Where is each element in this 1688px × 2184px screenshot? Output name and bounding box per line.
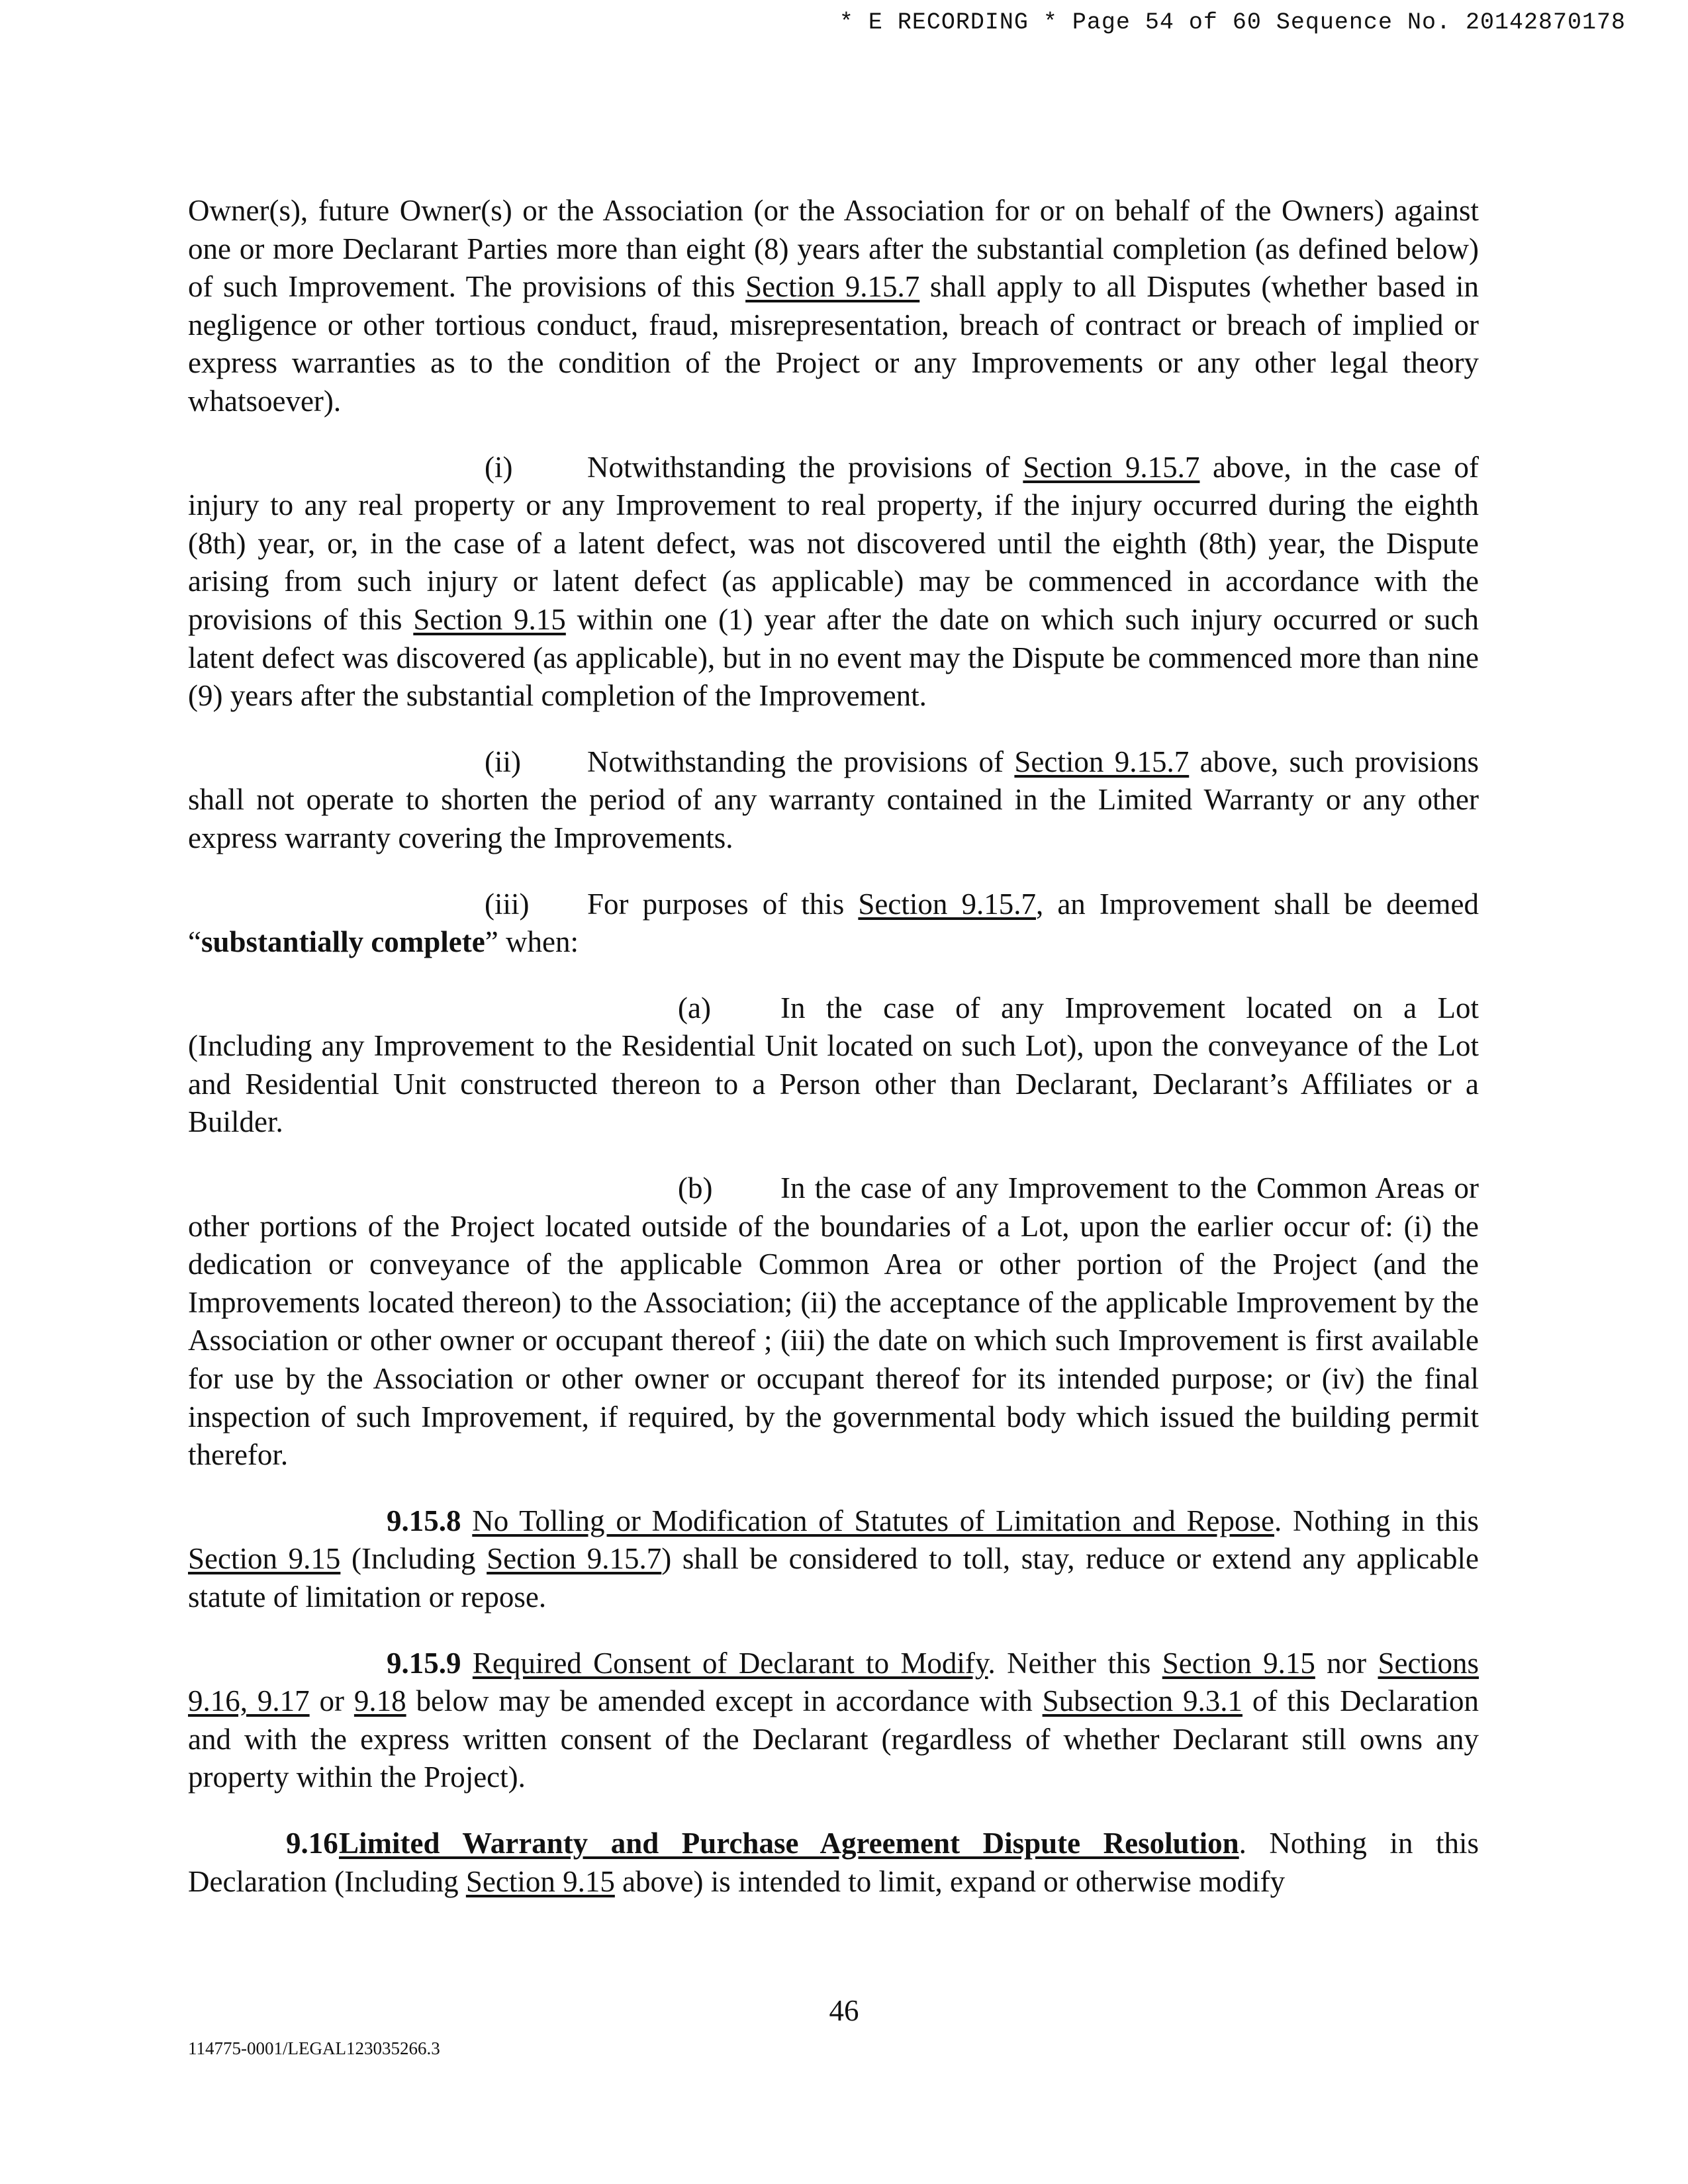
text: . Nothing in this Declaration (Including <box>188 1826 1479 1898</box>
item-number: (b) <box>678 1171 713 1205</box>
text: nor <box>1315 1646 1378 1680</box>
text: shall apply to all Disputes (whether based in negligence or other tortious conduct, fraud, misrepresentation, breach of contract or breach of implied or express warranties as to the condition of the Project or any Improvements or any other legal theory whatsoever). <box>188 270 1479 418</box>
section-reference: Section 9.15 <box>1162 1646 1315 1680</box>
text: , an Improvement shall be deemed “ <box>188 887 1479 959</box>
section-9-15-8 <box>188 1502 1479 1617</box>
section-reference: Section 9.15 <box>188 1542 341 1576</box>
section-reference: Section 9.15 <box>465 1864 615 1898</box>
section-reference: Section 9.15.7 <box>745 270 920 304</box>
text: of this Declaration and with the express written consent of the Declarant (regardless of whether Declarant still owns any property within the Project). <box>188 1684 1479 1794</box>
section-heading: No Tolling or Modification of Statutes of Limitation and Repose <box>472 1504 1274 1537</box>
text: . Nothing in this <box>1274 1504 1479 1537</box>
section-heading: Limited Warranty and Purchase Agreement Dispute Resolution <box>339 1826 1239 1860</box>
recording-header: * E RECORDING * Page 54 of 60 Sequence No. 20142870178 <box>839 9 1626 36</box>
section-reference: Section 9.15.7 <box>1014 745 1190 778</box>
section-reference: Section 9.15.7 <box>1023 450 1200 484</box>
paragraph-a <box>188 989 1479 1142</box>
text: or <box>309 1684 354 1718</box>
paragraph-i <box>188 449 1479 715</box>
paragraph-iii <box>188 886 1479 962</box>
text: above) is intended to limit, expand or otherwise modify <box>614 1864 1286 1898</box>
section-reference: Section 9.15 <box>413 602 566 636</box>
paragraph-b <box>188 1169 1479 1475</box>
text: . Neither this <box>988 1646 1162 1680</box>
text: above, in the case of injury to any real property or any Improvement to real property, if the injury occurred during the eighth (8th) year, or, in the case of a latent defect, was not discovered until the eighth (8th) year, the Dispute arising from such injury or latent defect (as applicable) may be commenced in accordance with the provisions of this <box>188 450 1479 636</box>
text: Notwithstanding the provisions of <box>587 450 1023 484</box>
section-9-16 <box>188 1825 1479 1901</box>
section-reference: Sections 9.16, 9.17 <box>188 1646 1479 1718</box>
paragraph-ii <box>188 743 1479 858</box>
section-reference: Section 9.15.7 <box>858 887 1036 921</box>
text: Owner(s), future Owner(s) or the Association (or the Association for or on behalf of the Owners) against one or more Declarant Parties more than eight (8) years after the substantial completion (as defined below) of such Improvement. The provisions of this <box>188 194 1479 304</box>
page-number: 46 <box>829 1994 859 2027</box>
text: For purposes of this <box>587 887 859 921</box>
text: In the case of any Improvement to the Common Areas or other portions of the Project located outside of the boundaries of a Lot, upon the earlier occur of: (i) the dedication or conveyance of the applicable Common Area or other portion of the Project (and the Improvements located thereon) to the Association; (ii) the acceptance of the applicable Improvement by the Association or other owner or occupant thereof ; (iii) the date on which such Improvement is first available for use by the Association or other owner or occupant thereof for its intended purpose; or (iv) the final inspection of such Improvement, if required, by the governmental body which issued the building permit therefor. <box>188 1171 1479 1472</box>
document-body <box>188 192 1479 1929</box>
text: Notwithstanding the provisions of <box>587 745 1015 778</box>
section-9-15-9 <box>188 1645 1479 1797</box>
text: below may be amended except in accordance with <box>406 1684 1043 1718</box>
item-number: (ii) <box>485 745 521 778</box>
section-reference: Section 9.15.7 <box>487 1542 662 1576</box>
text: In the case of any Improvement located on a Lot (Including any Improvement to the Residential Unit located on such Lot), upon the conveyance of the Lot and Residential Unit constructed thereon to a Person other than Declarant, Declarant’s Affiliates or a Builder. <box>188 991 1479 1139</box>
document-id-footer: 114775-0001/LEGAL123035266.3 <box>188 2038 440 2058</box>
item-number: (a) <box>678 991 711 1024</box>
text: within one (1) year after the date on which such injury occurred or such latent defect was discovered (as applicable), but in no event may the Dispute be commenced more than nine (9) years after the substantial completion of the Improvement. <box>188 602 1479 713</box>
item-number: (i) <box>485 450 513 484</box>
text: (Including <box>340 1542 487 1576</box>
text: ) shall be considered to toll, stay, reduce or extend any applicable statute of limitation or repose. <box>188 1542 1479 1614</box>
text: ” when: <box>485 925 579 959</box>
section-number: 9.16 <box>286 1826 338 1860</box>
item-number: (iii) <box>485 887 530 921</box>
section-number: 9.15.9 <box>387 1646 461 1680</box>
section-heading: Required Consent of Declarant to Modify <box>472 1646 988 1680</box>
section-reference: Subsection 9.3.1 <box>1042 1684 1243 1718</box>
section-reference: 9.18 <box>353 1684 406 1718</box>
text: above, such provisions shall not operate to shorten the period of any warranty contained in the Limited Warranty or any other express warranty covering the Improvements. <box>188 745 1479 854</box>
section-number: 9.15.8 <box>387 1504 461 1537</box>
defined-term: substantially complete <box>201 925 485 959</box>
paragraph-continuation <box>188 192 1479 421</box>
